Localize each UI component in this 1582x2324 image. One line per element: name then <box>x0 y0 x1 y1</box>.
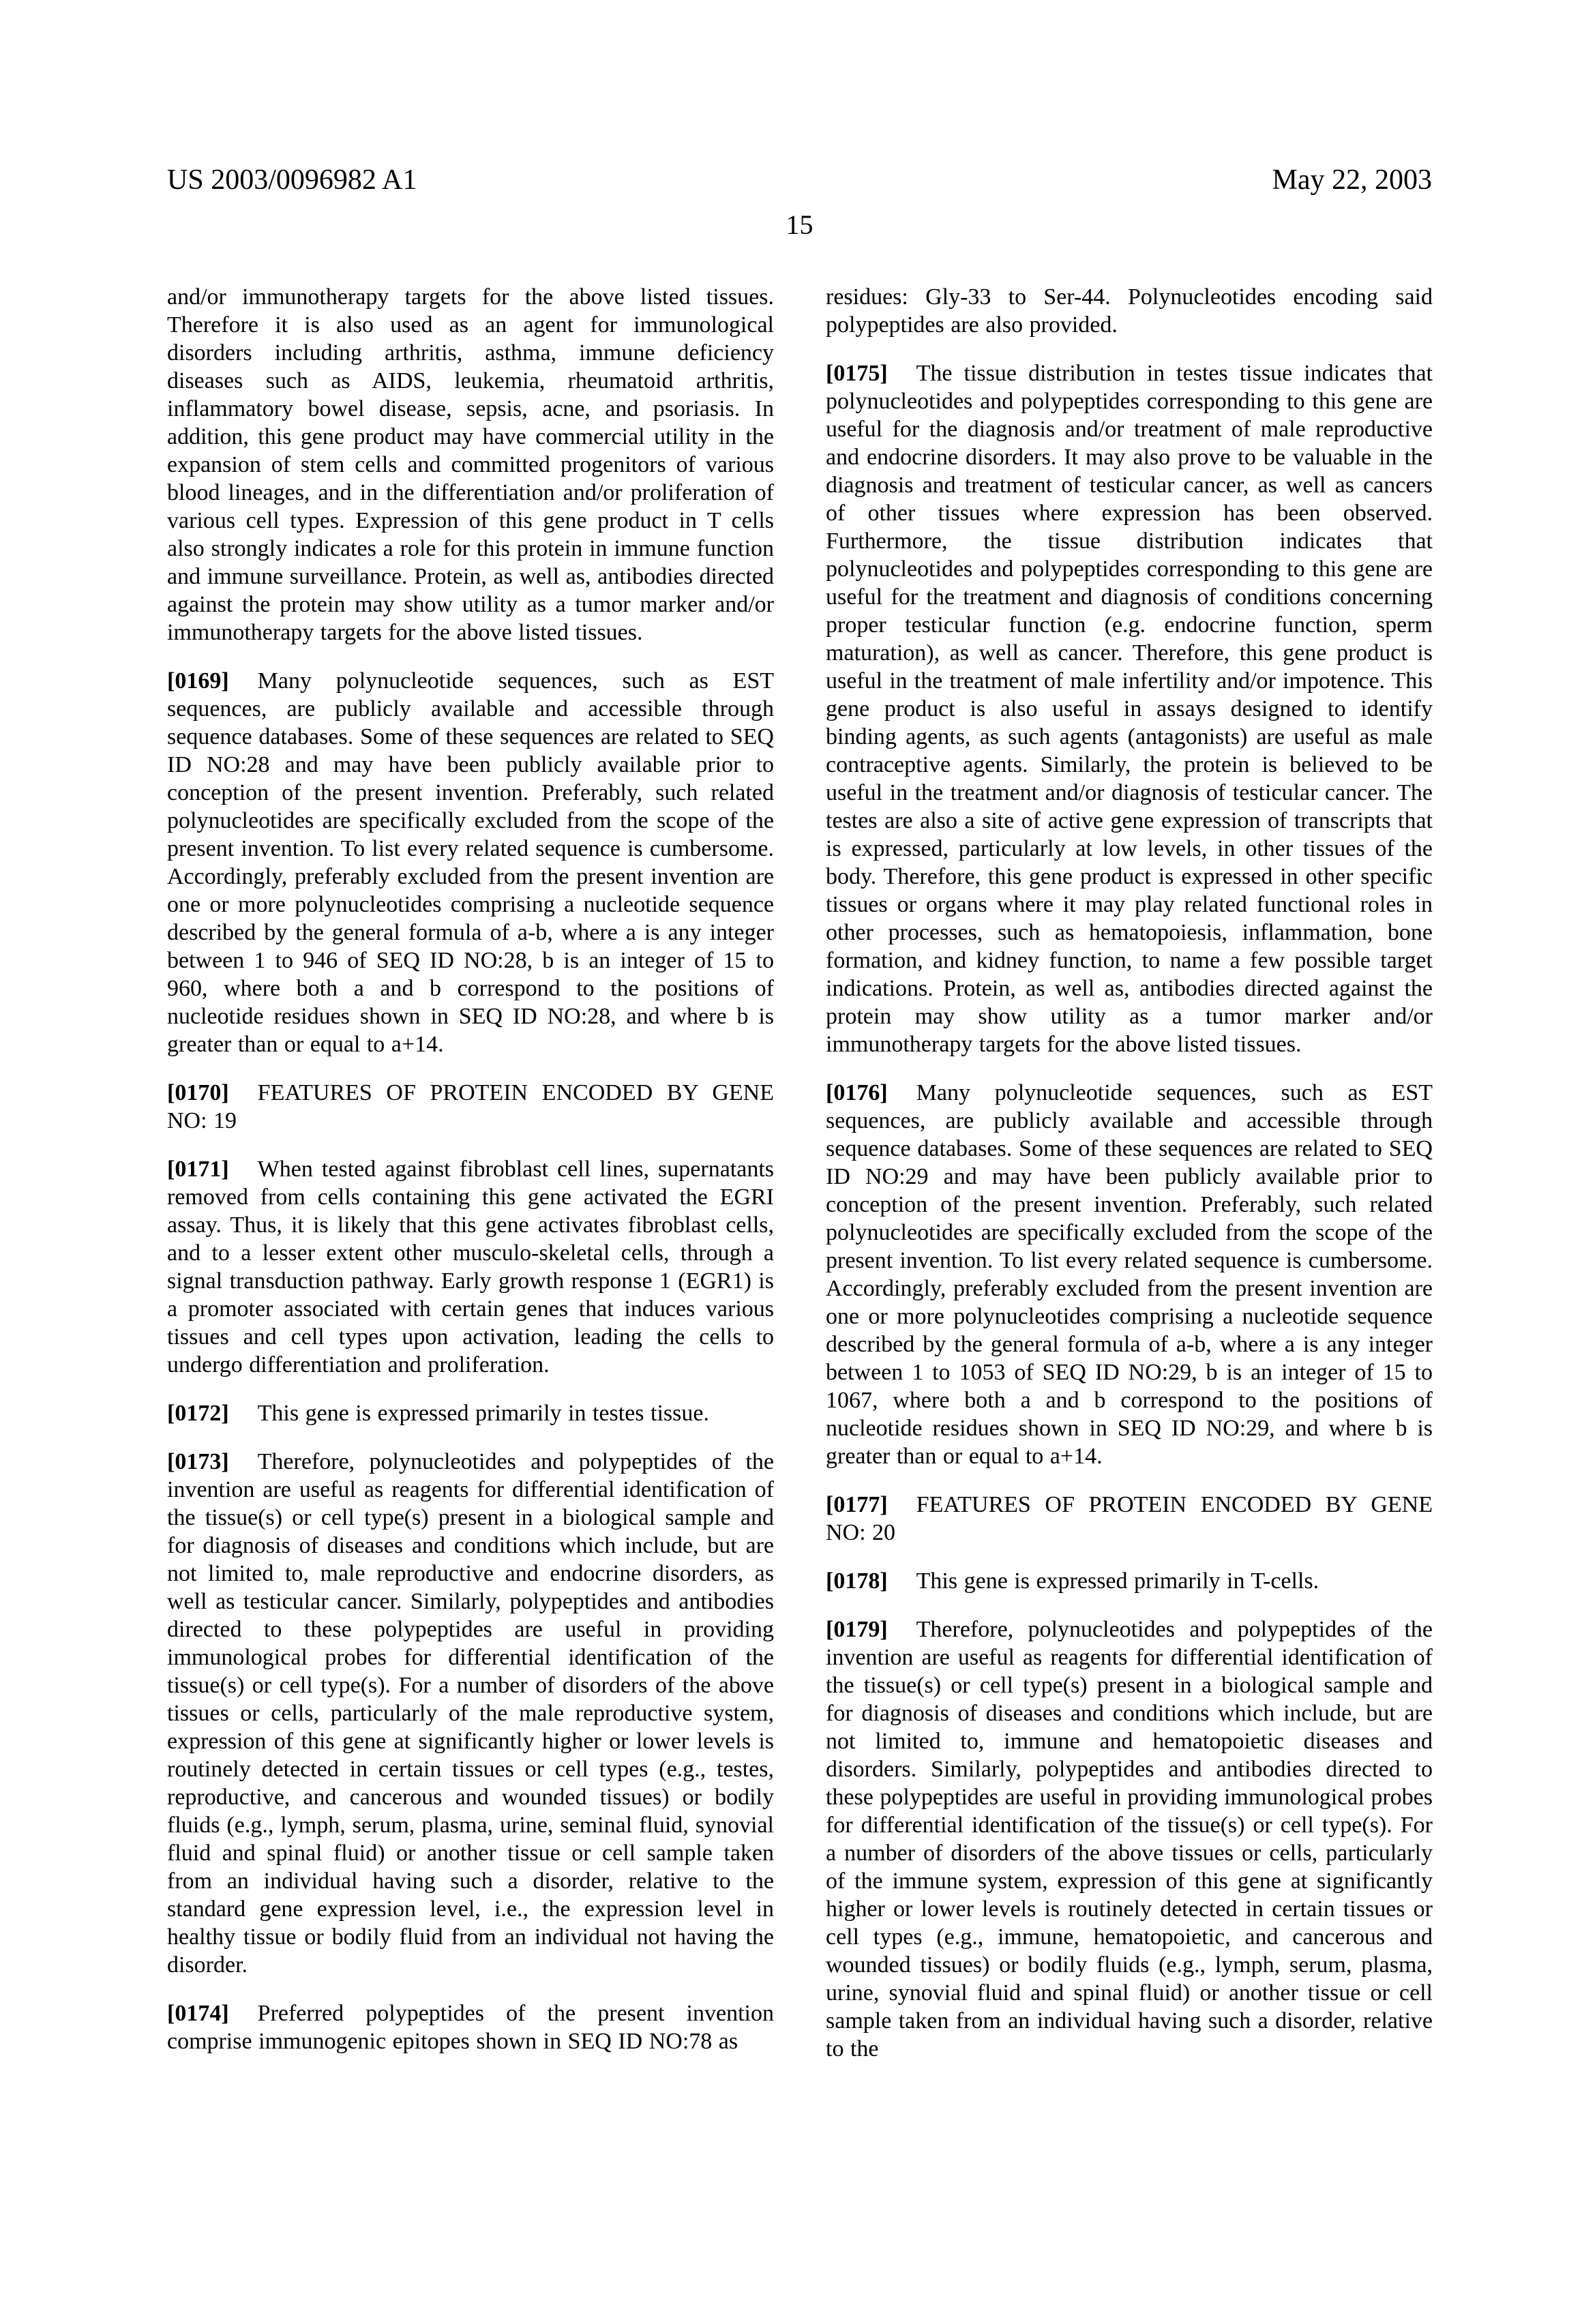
paragraph-0171 <box>167 1155 774 1379</box>
paragraph-text: Therefore, polynucleotides and polypeptides of the invention are useful as reagents for differential identification of the tissue(s) or cell type(s) present in a biological sample and for diagnosis of diseases and conditions which include, but are not limited to, immune and hematopoietic diseases and disorders. Similarly, polypeptides and antibodies directed to these polypeptides are useful in providing immunological probes for differential identification of the tissue(s) or cell type(s). For a number of disorders of the above tissues or cells, particularly of the immune system, expression of this gene at significantly higher or lower levels is routinely detected in certain tissues or cell types (e.g., immune, hematopoietic, and cancerous and wounded tissues) or bodily fluids (e.g., lymph, serum, plasma, urine, synovial fluid and spinal fluid) or another tissue or cell sample taken from an individual having such a disorder, relative to the <box>826 1617 1433 2062</box>
paragraph-text: and/or immunotherapy targets for the above listed tissues. Therefore it is also used as an agent for immunological disorders including arthritis, asthma, immune deficiency diseases such as AIDS, leukemia, rheumatoid arthritis, inflammatory bowel disease, sepsis, acne, and psoriasis. In addition, this gene product may have commercial utility in the expansion of stem cells and committed progenitors of various blood lineages, and in the differentiation and/or proliferation of various cell types. Expression of this gene product in T cells also strongly indicates a role for this protein in immune function and immune surveillance. Protein, as well as, antibodies directed against the protein may show utility as a tumor marker and/or immunotherapy targets for the above listed tissues. <box>167 284 774 646</box>
paragraph-text: This gene is expressed primarily in T-cells. <box>916 1568 1319 1594</box>
paragraph-0169 <box>167 667 774 1058</box>
paragraph-continuation <box>167 283 774 646</box>
paragraph-number: [0179] <box>826 1617 888 1643</box>
paragraph-0179 <box>826 1615 1433 2063</box>
publication-date: May 22, 2003 <box>1272 164 1432 196</box>
right-column <box>826 283 1433 2083</box>
paragraph-0174 <box>167 1999 774 2055</box>
paragraph-text: residues: Gly-33 to Ser-44. Polynucleotides encoding said polypeptides are also provided. <box>826 284 1433 338</box>
paragraph-text: FEATURES OF PROTEIN ENCODED BY GENE NO: 20 <box>826 1492 1433 1546</box>
paragraph-number: [0171] <box>167 1157 229 1182</box>
paragraph-0173 <box>167 1448 774 1979</box>
paragraph-0178 <box>826 1567 1433 1595</box>
paragraph-text: Many polynucleotide sequences, such as EST sequences, are publicly available and accessible through sequence databases. Some of these sequences are related to SEQ ID NO:28 and may have been publicly available prior to conception of the present invention. Preferably, such related polynucleotides are specifically excluded from the scope of the present invention. To list every related sequence is cumbersome. Accordingly, preferably excluded from the present invention are one or more polynucleotides comprising a nucleotide sequence described by the general formula of a-b, where a is any integer between 1 to 946 of SEQ ID NO:28, b is an integer of 15 to 960, where both a and b correspond to the positions of nucleotide residues shown in SEQ ID NO:28, and where b is greater than or equal to a+14. <box>167 668 774 1058</box>
paragraph-text: When tested against fibroblast cell lines, supernatants removed from cells containing this gene activated the EGRI assay. Thus, it is likely that this gene activates fibroblast cells, and to a lesser extent other musculo-skeletal cells, through a signal transduction pathway. Early growth response 1 (EGR1) is a promoter associated with certain genes that induces various tissues and cell types upon activation, leading the cells to undergo differentiation and proliferation. <box>167 1157 774 1378</box>
paragraph-0170-heading <box>167 1079 774 1135</box>
page-header <box>167 164 1432 196</box>
paragraph-text: Many polynucleotide sequences, such as EST sequences, are publicly available and accessible through sequence databases. Some of these sequences are related to SEQ ID NO:29 and may have been publicly available prior to conception of the present invention. Preferably, such related polynucleotides are specifically excluded from the scope of the present invention. To list every related sequence is cumbersome. Accordingly, preferably excluded from the present invention are one or more polynucleotides comprising a nucleotide sequence described by the general formula of a-b, where a is any integer between 1 to 1053 of SEQ ID NO:29, b is an integer of 15 to 1067, where both a and b correspond to the positions of nucleotide residues shown in SEQ ID NO:29, and where b is greater than or equal to a+14. <box>826 1080 1433 1470</box>
paragraph-number: [0176] <box>826 1080 888 1106</box>
page-number: 15 <box>786 209 814 241</box>
paragraph-number: [0170] <box>167 1080 229 1106</box>
text-columns <box>167 283 1432 2083</box>
paragraph-number: [0175] <box>826 361 888 387</box>
paragraph-0175 <box>826 359 1433 1058</box>
paragraph-text: Preferred polypeptides of the present invention comprise immunogenic epitopes shown in SEQ ID NO:78 as <box>167 2001 774 2055</box>
publication-number: US 2003/0096982 A1 <box>167 164 417 196</box>
left-column <box>167 283 774 2083</box>
paragraph-0177-heading <box>826 1491 1433 1547</box>
paragraph-text: FEATURES OF PROTEIN ENCODED BY GENE NO: 19 <box>167 1080 774 1134</box>
paragraph-text: The tissue distribution in testes tissue indicates that polynucleotides and polypeptides corresponding to this gene are useful for the diagnosis and/or treatment of male reproductive and endocrine disorders. It may also prove to be valuable in the diagnosis and treatment of testicular cancer, as well as cancers of other tissues where expression has been observed. Furthermore, the tissue distribution indicates that polynucleotides and polypeptides corresponding to this gene are useful for the treatment and diagnosis of conditions concerning proper testicular function (e.g. endocrine function, sperm maturation), as well as cancer. Therefore, this gene product is useful in the treatment of male infertility and/or impotence. This gene product is also useful in assays designed to identify binding agents, as such agents (antagonists) are useful as male contraceptive agents. Similarly, the protein is believed to be useful in the treatment and/or diagnosis of testicular cancer. The testes are also a site of active gene expression of transcripts that is expressed, particularly at low levels, in other tissues of the body. Therefore, this gene product is expressed in other specific tissues or organs where it may play related functional roles in other processes, such as hematopoiesis, inflammation, bone formation, and kidney function, to name a few possible target indications. Protein, as well as, antibodies directed against the protein may show utility as a tumor marker and/or immunotherapy targets for the above listed tissues. <box>826 361 1433 1058</box>
paragraph-number: [0177] <box>826 1492 888 1518</box>
paragraph-number: [0169] <box>167 668 229 694</box>
paragraph-0172 <box>167 1399 774 1427</box>
paragraph-number: [0173] <box>167 1449 229 1475</box>
paragraph-text: This gene is expressed primarily in testes tissue. <box>257 1401 709 1427</box>
paragraph-number: [0172] <box>167 1401 229 1427</box>
paragraph-continuation <box>826 283 1433 339</box>
paragraph-text: Therefore, polynucleotides and polypeptides of the invention are useful as reagents for differential identification of the tissue(s) or cell type(s) present in a biological sample and for diagnosis of diseases and conditions which include, but are not limited to, male reproductive and endocrine disorders, as well as testicular cancer. Similarly, polypeptides and antibodies directed to these polypeptides are useful in providing immunological probes for differential identification of the tissue(s) or cell type(s). For a number of disorders of the above tissues or cells, particularly of the male reproductive system, expression of this gene at significantly higher or lower levels is routinely detected in certain tissues or cell types (e.g., testes, reproductive, and cancerous and wounded tissues) or bodily fluids (e.g., lymph, serum, plasma, urine, seminal fluid, synovial fluid and spinal fluid) or another tissue or cell sample taken from an individual having such a disorder, relative to the standard gene expression level, i.e., the expression level in healthy tissue or bodily fluid from an individual not having the disorder. <box>167 1449 774 1978</box>
paragraph-0176 <box>826 1079 1433 1470</box>
paragraph-number: [0178] <box>826 1568 888 1594</box>
paragraph-number: [0174] <box>167 2001 229 2027</box>
